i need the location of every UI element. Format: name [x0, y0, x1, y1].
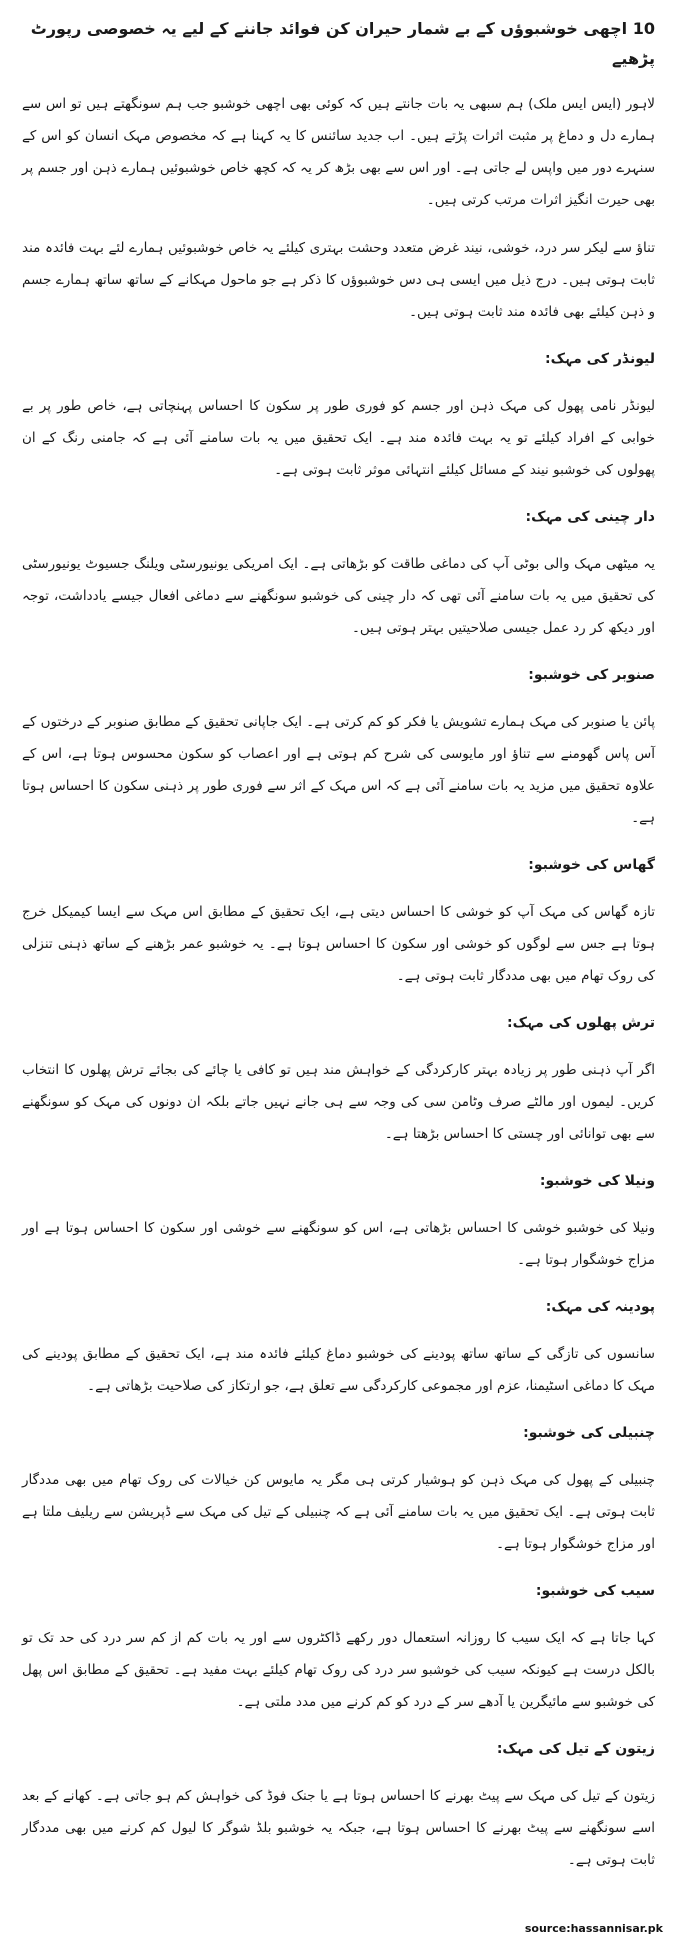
section-body: زیتون کے تیل کی مہک سے پیٹ بھرنے کا احساس ہوتا ہے یا جنک فوڈ کی خواہش کم ہو جاتی ہے۔ کھانے کے بعد اسے سونگھنے سے پیٹ بھرنے کا احساس ہوتا ہے، جبکہ یہ خوشبو بلڈ شوگر کا لیول کم کرنے میں بھی مددگار ثابت ہوتی ہے۔ [22, 1788, 655, 1868]
section-heading: دار چینی کی مہک: [525, 509, 655, 525]
section-heading: گھاس کی خوشبو: [528, 857, 655, 873]
source-credit: source:hassannisar.pk [524, 1922, 663, 1935]
section-vanilla [22, 1166, 655, 1276]
section-heading: ترش پھلوں کی مہک: [507, 1015, 655, 1031]
section-grass [22, 850, 655, 992]
section-lavender [22, 344, 655, 486]
intro-paragraph-2: تناؤ سے لیکر سر درد، خوشی، نیند غرض متعدد وحشت بہتری کیلئے یہ خاص خوشبوئیں ہمارے لئے بہت فائدہ مند ثابت ہوتی ہیں۔ درج ذیل میں ایسی ہی دس خوشبوؤں کا ذکر ہے جو ماحول مہکانے کے ساتھ ساتھ ہمارے جسم و ذہن کیلئے بھی فائدہ مند ثابت ہوتی ہیں۔ [22, 240, 655, 320]
section-heading: پودینہ کی مہک: [545, 1299, 655, 1315]
section-body: سانسوں کی تازگی کے ساتھ ساتھ پودینے کی خوشبو دماغ کیلئے فائدہ مند ہے، ایک تحقیق کے مطابق پودینے کی مہک کا دماغی اسٹیمنا، عزم اور مجموعی کارکردگی سے تعلق ہے، جو ارتکاز کی صلاحیت بڑھاتی ہے۔ [22, 1346, 655, 1394]
section-mint [22, 1292, 655, 1402]
section-body: یہ میٹھی مہک والی بوٹی آپ کی دماغی طاقت کو بڑھاتی ہے۔ ایک امریکی یونیورسٹی ویلنگ جسیوٹ یونیورسٹی کی تحقیق میں یہ بات سامنے آئی تھی کہ دار چینی کی خوشبو سونگھنے سے دماغی افعال جیسے یادداشت، توجہ اور دیکھ کر رد عمل جیسی صلاحیتیں بہتر ہوتی ہیں۔ [22, 556, 655, 636]
section-heading: سیب کی خوشبو: [535, 1583, 655, 1599]
section-heading: زیتون کے تیل کی مہک: [496, 1741, 655, 1757]
section-citrus [22, 1008, 655, 1150]
intro-paragraph-1: لاہور (ایس ایس ملک) ہم سبھی یہ بات جانتے ہیں کہ کوئی بھی اچھی خوشبو جب ہم سونگھتے ہیں تو اس سے ہمارے دل و دماغ پر مثبت اثرات پڑتے ہیں۔ اب جدید سائنس کا یہ کہنا ہے کہ مخصوص مہک انسان کو اس کے سنہرے دور میں واپس لے جاتی ہے۔ اور اس سے بھی بڑھ کر یہ کہ کچھ خاص خوشبوئیں ہمارے ذہن اور جسم پر بھی حیرت انگیز اثرات مرتب کرتی ہیں۔ [22, 96, 655, 208]
section-apple [22, 1576, 655, 1718]
section-heading: صنوبر کی خوشبو: [528, 667, 655, 683]
section-heading: لیونڈر کی مہک: [544, 351, 655, 367]
section-body: کہا جاتا ہے کہ ایک سیب کا روزانہ استعمال دور رکھے ڈاکٹروں سے اور یہ بات کم از کم سر درد کی حد تک تو بالکل درست ہے کیونکہ سیب کی خوشبو سر درد کی روک تھام کیلئے بہت مفید ہے۔ تحقیق کے مطابق اس پھل کی خوشبو سے مائیگرین یا آدھے سر کے درد کو کم کرنے میں مدد ملتی ہے۔ [22, 1630, 655, 1710]
section-body: پائن یا صنوبر کی مہک ہمارے تشویش یا فکر کو کم کرتی ہے۔ ایک جاپانی تحقیق کے مطابق صنوبر کے درختوں کے آس پاس گھومنے سے تناؤ اور مایوسی کی شرح کم ہوتی ہے اور اعصاب کو سکون محسوس ہوتا ہے، اس کے علاوہ تحقیق میں مزید یہ بات سامنے آئی ہے کہ اس مہک کے اثر سے فوری طور پر ذہنی سکون کا احساس ہوتا ہے۔ [22, 714, 655, 826]
article-title: 10 اچھی خوشبوؤں کے بے شمار حیران کن فوائد جاننے کے لیے یہ خصوصی رپورٹ پڑھیے [30, 19, 655, 68]
section-cinnamon [22, 502, 655, 644]
section-olive-oil [22, 1734, 655, 1876]
section-pine [22, 660, 655, 834]
section-jasmine [22, 1418, 655, 1560]
section-body: ونیلا کی خوشبو خوشی کا احساس بڑھاتی ہے، اس کو سونگھنے سے خوشی اور سکون کا احساس ہوتا ہے اور مزاج خوشگوار ہوتا ہے۔ [22, 1220, 655, 1268]
section-heading: چنبیلی کی خوشبو: [523, 1425, 655, 1441]
section-body: تازہ گھاس کی مہک آپ کو خوشی کا احساس دیتی ہے، ایک تحقیق کے مطابق اس مہک سے ایسا کیمیکل خرج ہوتا ہے جس سے لوگوں کو خوشی اور سکون کا احساس ہوتا ہے۔ یہ خوشبو عمر بڑھنے کے ساتھ ذہنی تنزلی کی روک تھام میں بھی مددگار ثابت ہوتی ہے۔ [22, 904, 655, 984]
section-body: اگر آپ ذہنی طور پر زیادہ بہتر کارکردگی کے خواہش مند ہیں تو کافی یا چائے کی بجائے ترش پھلوں کا انتخاب کریں۔ لیموں اور مالٹے صرف وٹامن سی کی وجہ سے ہی جانے نہیں جاتے بلکہ ان دونوں کی مہک کو سونگھنے سے بھی توانائی اور چستی کا احساس بڑھتا ہے۔ [22, 1062, 655, 1142]
section-body: چنبیلی کے پھول کی مہک ذہن کو ہوشیار کرتی ہی مگر یہ مایوس کن خیالات کی روک تھام میں بھی مددگار ثابت ہوتی ہے۔ ایک تحقیق میں یہ بات سامنے آئی ہے کہ چنبیلی کے تیل کی مہک سے ڈپریشن سے ریلیف ملتا ہے اور مزاج خوشگوار ہوتا ہے۔ [22, 1472, 655, 1552]
section-heading: ونیلا کی خوشبو: [539, 1173, 655, 1189]
section-body: لیونڈر نامی پھول کی مہک ذہن اور جسم کو فوری طور پر سکون کا احساس پہنچاتی ہے، خاص طور پر بے خوابی کے افراد کیلئے تو یہ بہت فائدہ مند ہے۔ ایک تحقیق میں یہ بات سامنے آئی ہے کہ جامنی رنگ کے ان پھولوں کی خوشبو نیند کے مسائل کیلئے انتہائی موثر ثابت ہوتی ہے۔ [22, 398, 655, 478]
